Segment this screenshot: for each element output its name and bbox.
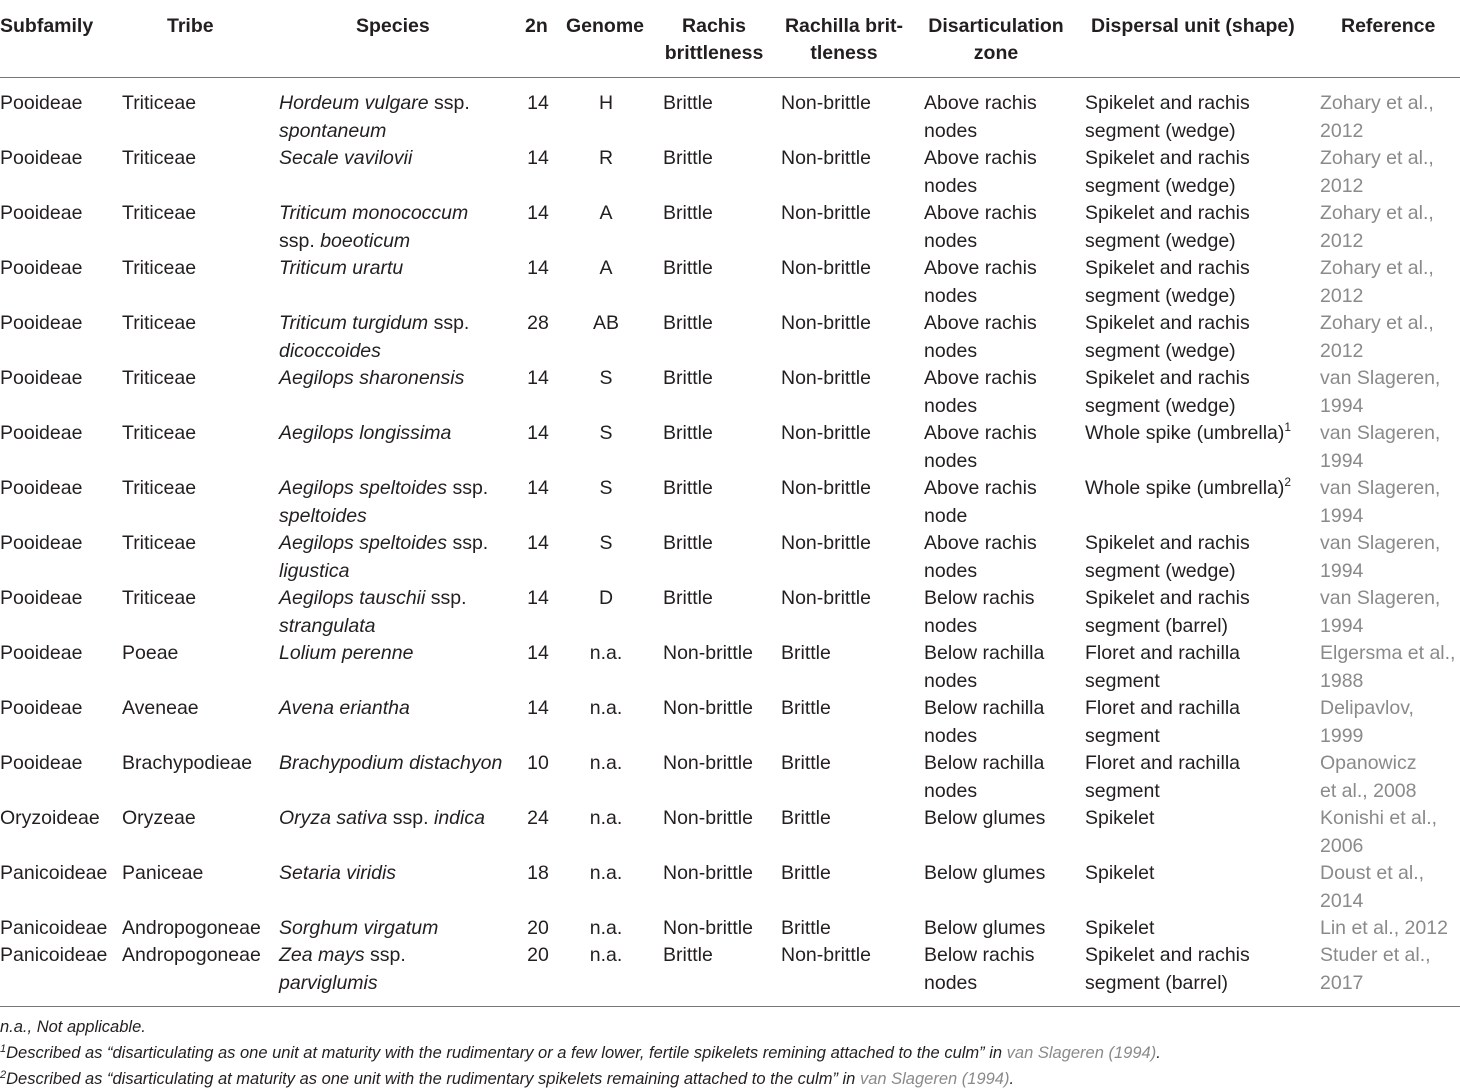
table-row xyxy=(0,90,1460,145)
cell-zone: Below rachilla nodes xyxy=(924,752,1045,802)
cell-dispersal: Spikelet and rachis segment (wedge) xyxy=(1085,202,1250,252)
cell-rachis: Brittle xyxy=(663,312,713,334)
cell-zone: Below rachilla nodes xyxy=(924,642,1045,692)
table-row xyxy=(0,695,1460,750)
cell-species: Triticum urartu xyxy=(279,257,404,279)
cell-genome: n.a. xyxy=(589,944,623,966)
cell-chrom: 20 xyxy=(527,917,549,939)
cell-tribe: Triticeae xyxy=(122,257,197,279)
header-rachilla-brittleness: Rachilla brit- tleness xyxy=(784,15,904,64)
cell-subfamily: Pooideae xyxy=(0,147,83,169)
cell-species: Sorghum virgatum xyxy=(279,917,439,939)
cell-chrom: 14 xyxy=(527,477,549,499)
header-genome: Genome xyxy=(566,15,645,37)
cell-subfamily: Pooideae xyxy=(0,202,83,224)
cell-rachis: Brittle xyxy=(663,422,713,444)
cell-rachilla: Non-brittle xyxy=(781,422,871,444)
cell-zone: Above rachis nodes xyxy=(924,422,1037,472)
cell-species: Hordeum vulgare ssp. spontaneum xyxy=(279,92,470,142)
cell-subfamily: Pooideae xyxy=(0,697,83,719)
cell-chrom: 14 xyxy=(527,367,549,389)
table-row xyxy=(0,942,1460,997)
table-row xyxy=(0,475,1460,530)
cell-zone: Above rachis nodes xyxy=(924,147,1037,197)
cell-zone: Above rachis nodes xyxy=(924,367,1037,417)
table-row xyxy=(0,750,1460,805)
cell-rachilla: Brittle xyxy=(781,697,831,719)
cell-zone: Below rachilla nodes xyxy=(924,697,1045,747)
cell-reference[interactable]: Zohary et al., 2012 xyxy=(1320,92,1434,142)
cell-chrom: 10 xyxy=(527,752,549,774)
cell-subfamily: Pooideae xyxy=(0,477,83,499)
cell-rachilla: Non-brittle xyxy=(781,147,871,169)
cell-rachilla: Non-brittle xyxy=(781,477,871,499)
cell-zone: Above rachis nodes xyxy=(924,532,1037,582)
cell-tribe: Triticeae xyxy=(122,532,197,554)
cell-zone: Below glumes xyxy=(924,862,1046,884)
cell-rachis: Non-brittle xyxy=(663,807,753,829)
cell-subfamily: Pooideae xyxy=(0,532,83,554)
cell-rachis: Brittle xyxy=(663,147,713,169)
cell-subfamily: Pooideae xyxy=(0,752,83,774)
cell-genome: A xyxy=(599,202,613,224)
cell-tribe: Triticeae xyxy=(122,587,197,609)
cell-species: Secale vavilovii xyxy=(279,147,413,169)
cell-subfamily: Oryzoideae xyxy=(0,807,100,829)
cell-reference[interactable]: van Slageren, 1994 xyxy=(1320,367,1441,417)
cell-reference[interactable]: Zohary et al., 2012 xyxy=(1320,312,1434,362)
cell-chrom: 20 xyxy=(527,944,549,966)
cell-zone: Below glumes xyxy=(924,917,1046,939)
cell-tribe: Triticeae xyxy=(122,92,197,114)
cell-species: Lolium perenne xyxy=(279,642,414,664)
cell-zone: Above rachis node xyxy=(924,477,1037,527)
cell-tribe: Triticeae xyxy=(122,147,197,169)
cell-dispersal: Spikelet xyxy=(1085,807,1155,829)
cell-dispersal: Spikelet and rachis segment (wedge) xyxy=(1085,312,1250,362)
cell-zone: Below rachis nodes xyxy=(924,587,1035,637)
cell-dispersal: Floret and rachilla segment xyxy=(1085,642,1240,692)
cell-genome: AB xyxy=(592,312,619,334)
cell-reference[interactable]: Delipavlov, 1999 xyxy=(1320,697,1414,747)
footnote-2: $^2$Described as “disarticulating at maturity as one unit with the rudimentary spikelets remaining attached to the culm” in van Slageren (1994). xyxy=(0,1069,1015,1088)
cell-rachilla: Brittle xyxy=(781,752,831,774)
cell-chrom: 14 xyxy=(527,422,549,444)
cell-chrom: 24 xyxy=(527,807,549,829)
cell-chrom: 18 xyxy=(527,862,549,884)
cell-reference[interactable]: Doust et al., 2014 xyxy=(1320,862,1425,912)
cell-rachis: Brittle xyxy=(663,587,713,609)
cell-tribe: Poeae xyxy=(122,642,179,664)
cell-rachilla: Non-brittle xyxy=(781,587,871,609)
header-tribe: Tribe xyxy=(167,15,214,37)
cell-dispersal: Spikelet and rachis segment (wedge) xyxy=(1085,147,1250,197)
cell-rachis: Brittle xyxy=(663,257,713,279)
header-rule xyxy=(0,77,1460,78)
table-row xyxy=(0,365,1460,420)
cell-chrom: 14 xyxy=(527,202,549,224)
footnote-1: $^1$Described as “disarticulating as one unit at maturity with the rudimentary or a few lower, fertile spikelets remining attached to the culm” in van Slageren (1994). xyxy=(0,1043,1161,1062)
cell-species: Aegilops speltoides ssp. speltoides xyxy=(279,477,489,527)
cell-subfamily: Pooideae xyxy=(0,422,83,444)
cell-chrom: 28 xyxy=(527,312,549,334)
cell-species: Brachypodium distachyon xyxy=(279,752,503,774)
cell-subfamily: Panicoideae xyxy=(0,917,108,939)
cell-tribe: Triticeae xyxy=(122,367,197,389)
cell-rachis: Non-brittle xyxy=(663,752,753,774)
cell-dispersal: Whole spike (umbrella)$^1$ xyxy=(1085,420,1292,444)
cell-zone: Above rachis nodes xyxy=(924,92,1037,142)
cell-tribe: Triticeae xyxy=(122,422,197,444)
cell-chrom: 14 xyxy=(527,587,549,609)
cell-dispersal: Spikelet xyxy=(1085,862,1155,884)
cell-species: Aegilops longissima xyxy=(279,422,452,444)
cell-tribe: Andropogoneae xyxy=(122,944,261,966)
cell-tribe: Andropogoneae xyxy=(122,917,261,939)
table-row xyxy=(0,640,1460,695)
cell-tribe: Triticeae xyxy=(122,202,197,224)
cell-tribe: Triticeae xyxy=(122,477,197,499)
cell-subfamily: Pooideae xyxy=(0,367,83,389)
table-footnotes xyxy=(0,1014,1460,1092)
cell-rachilla: Non-brittle xyxy=(781,944,871,966)
header-dispersal-unit: Dispersal unit (shape) xyxy=(1091,15,1295,37)
cell-subfamily: Pooideae xyxy=(0,257,83,279)
table-row xyxy=(0,530,1460,585)
cell-species: Aegilops speltoides ssp. ligustica xyxy=(279,532,489,582)
cell-species: Aegilops tauschii ssp. strangulata xyxy=(279,587,467,637)
cell-rachis: Non-brittle xyxy=(663,917,753,939)
cell-rachilla: Brittle xyxy=(781,642,831,664)
table-row xyxy=(0,145,1460,200)
cell-species: Oryza sativa ssp. indica xyxy=(279,807,485,829)
cell-genome: n.a. xyxy=(589,697,623,719)
cell-zone: Above rachis nodes xyxy=(924,202,1037,252)
bottom-rule xyxy=(0,1006,1460,1007)
cell-rachilla: Non-brittle xyxy=(781,312,871,334)
cell-genome: n.a. xyxy=(589,917,623,939)
table-row xyxy=(0,310,1460,365)
cell-rachis: Non-brittle xyxy=(663,697,753,719)
table-row xyxy=(0,805,1460,860)
cell-genome: n.a. xyxy=(589,807,623,829)
cell-species: Setaria viridis xyxy=(279,862,397,884)
cell-reference[interactable]: Zohary et al., 2012 xyxy=(1320,147,1434,197)
cell-rachilla: Non-brittle xyxy=(781,202,871,224)
table-header xyxy=(0,0,1460,77)
cell-tribe: Paniceae xyxy=(122,862,204,884)
cell-subfamily: Pooideae xyxy=(0,587,83,609)
cell-zone: Above rachis nodes xyxy=(924,257,1037,307)
footnote-2-citation-link[interactable]: van Slageren (1994) xyxy=(859,1070,1010,1088)
cell-rachilla: Brittle xyxy=(781,862,831,884)
cell-genome: H xyxy=(598,92,614,114)
header-2n: 2n xyxy=(525,15,548,37)
cell-zone: Below rachis nodes xyxy=(924,944,1035,994)
header-rachis-brittleness: Rachis brittleness xyxy=(664,15,764,64)
cell-genome: n.a. xyxy=(589,642,623,664)
cell-species: Aegilops sharonensis xyxy=(279,367,465,389)
cell-rachilla: Brittle xyxy=(781,917,831,939)
cell-rachis: Brittle xyxy=(663,202,713,224)
cell-genome: D xyxy=(598,587,614,609)
cell-species: Triticum monococcum ssp. boeoticum xyxy=(279,202,469,252)
cell-genome: S xyxy=(599,477,613,499)
cell-reference[interactable]: Studer et al., 2017 xyxy=(1320,944,1431,994)
cell-genome: S xyxy=(599,532,613,554)
cell-tribe: Brachypodieae xyxy=(122,752,253,774)
cell-rachis: Non-brittle xyxy=(663,862,753,884)
footnote-marker: 1 xyxy=(1284,420,1292,434)
header-disarticulation-zone: Disarticulation zone xyxy=(928,15,1064,64)
cell-species: Zea mays ssp. parviglumis xyxy=(279,944,406,994)
cell-reference[interactable]: van Slageren, 1994 xyxy=(1320,477,1441,527)
cell-chrom: 14 xyxy=(527,532,549,554)
cell-genome: S xyxy=(599,422,613,444)
cell-tribe: Triticeae xyxy=(122,312,197,334)
cell-zone: Above rachis nodes xyxy=(924,312,1037,362)
table-row xyxy=(0,585,1460,640)
cell-genome: A xyxy=(599,257,613,279)
cell-rachis: Non-brittle xyxy=(663,642,753,664)
cell-dispersal: Spikelet xyxy=(1085,917,1155,939)
cell-dispersal: Floret and rachilla segment xyxy=(1085,752,1240,802)
footnote-marker: 2 xyxy=(1284,475,1292,489)
cell-dispersal: Spikelet and rachis segment (barrel) xyxy=(1085,944,1250,994)
cell-reference[interactable]: Opanowicz et al., 2008 xyxy=(1320,752,1417,802)
cell-subfamily: Pooideae xyxy=(0,92,83,114)
cell-reference[interactable]: Lin et al., 2012 xyxy=(1320,917,1448,939)
table-row xyxy=(0,200,1460,255)
footnote-1-citation-link[interactable]: van Slageren (1994) xyxy=(1006,1044,1157,1062)
cell-subfamily: Panicoideae xyxy=(0,862,108,884)
header-reference: Reference xyxy=(1341,15,1436,37)
cell-genome: R xyxy=(598,147,614,169)
cell-rachilla: Non-brittle xyxy=(781,92,871,114)
footnote-abbreviation: n.a., Not applicable. xyxy=(0,1018,146,1036)
cell-reference[interactable]: Konishi et al., 2006 xyxy=(1320,807,1438,857)
cell-chrom: 14 xyxy=(527,147,549,169)
cell-rachis: Brittle xyxy=(663,477,713,499)
cell-reference[interactable]: Zohary et al., 2012 xyxy=(1320,202,1434,252)
cell-rachilla: Brittle xyxy=(781,807,831,829)
cell-rachis: Brittle xyxy=(663,92,713,114)
cell-chrom: 14 xyxy=(527,697,549,719)
cell-genome: n.a. xyxy=(589,862,623,884)
cell-dispersal: Spikelet and rachis segment (wedge) xyxy=(1085,257,1250,307)
cell-rachis: Brittle xyxy=(663,367,713,389)
cell-reference[interactable]: van Slageren, 1994 xyxy=(1320,422,1441,472)
cell-reference[interactable]: van Slageren, 1994 xyxy=(1320,532,1441,582)
cell-rachilla: Non-brittle xyxy=(781,532,871,554)
cell-subfamily: Panicoideae xyxy=(0,944,108,966)
cell-tribe: Oryzeae xyxy=(122,807,196,829)
cell-dispersal: Spikelet and rachis segment (wedge) xyxy=(1085,532,1250,582)
cell-chrom: 14 xyxy=(527,257,549,279)
cell-chrom: 14 xyxy=(527,642,549,664)
cell-species: Triticum turgidum ssp. dicoccoides xyxy=(279,312,470,362)
cell-genome: n.a. xyxy=(589,752,623,774)
cell-dispersal: Whole spike (umbrella)$^2$ xyxy=(1085,475,1292,499)
cell-reference[interactable]: Zohary et al., 2012 xyxy=(1320,257,1434,307)
table-row xyxy=(0,420,1460,475)
table-row xyxy=(0,255,1460,310)
cell-rachilla: Non-brittle xyxy=(781,367,871,389)
cell-dispersal: Spikelet and rachis segment (wedge) xyxy=(1085,367,1250,417)
cell-subfamily: Pooideae xyxy=(0,312,83,334)
cell-dispersal: Spikelet and rachis segment (barrel) xyxy=(1085,587,1250,637)
cell-reference[interactable]: van Slageren, 1994 xyxy=(1320,587,1441,637)
cell-dispersal: Floret and rachilla segment xyxy=(1085,697,1240,747)
cell-species: Avena eriantha xyxy=(279,697,410,719)
cell-subfamily: Pooideae xyxy=(0,642,83,664)
header-subfamily: Subfamily xyxy=(0,15,94,37)
table-row xyxy=(0,860,1460,915)
cell-genome: S xyxy=(599,367,613,389)
cell-dispersal: Spikelet and rachis segment (wedge) xyxy=(1085,92,1250,142)
cell-tribe: Aveneae xyxy=(122,697,199,719)
cell-zone: Below glumes xyxy=(924,807,1046,829)
header-species: Species xyxy=(356,15,430,37)
cell-chrom: 14 xyxy=(527,92,549,114)
cell-rachis: Brittle xyxy=(663,532,713,554)
cell-rachilla: Non-brittle xyxy=(781,257,871,279)
cell-rachis: Brittle xyxy=(663,944,713,966)
cell-reference[interactable]: Elgersma et al., 1988 xyxy=(1320,642,1456,692)
